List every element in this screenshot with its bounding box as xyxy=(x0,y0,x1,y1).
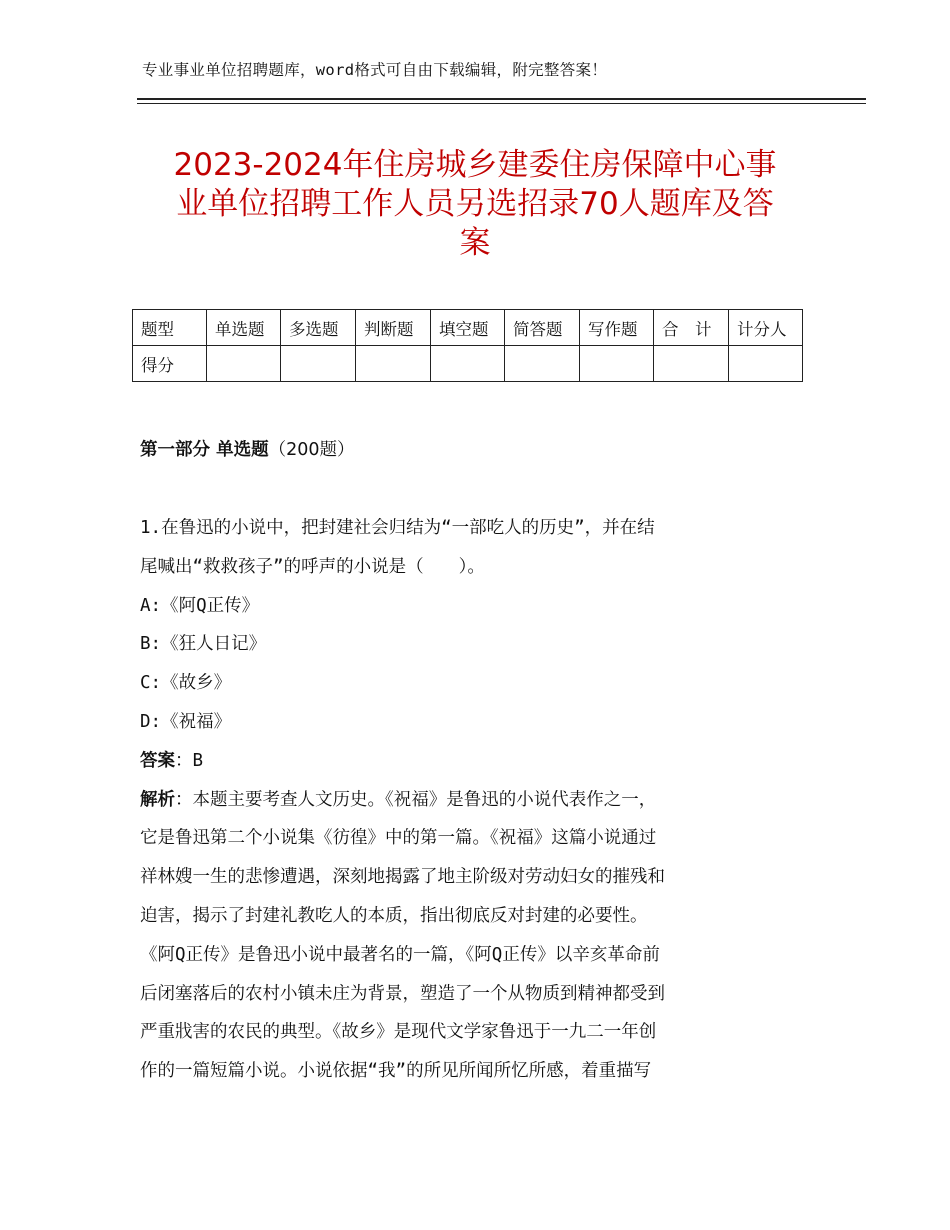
score-table-score-row xyxy=(133,346,803,382)
option-b: B:《狂人日记》 xyxy=(140,634,267,655)
score-cell xyxy=(431,346,505,382)
score-table-header-cell: 判断题 xyxy=(356,310,431,346)
score-table-header-cell: 多选题 xyxy=(281,310,356,346)
question-stem-line: 尾喊出“救救孩子”的呼声的小说是（ ）。 xyxy=(140,556,485,577)
title-line-2: 业单位招聘工作人员另选招录70人题库及答 xyxy=(176,186,774,222)
analysis-line: 祥林嫂一生的悲惨遭遇，深刻地揭露了地主阶级对劳动妇女的摧残和 xyxy=(140,867,665,888)
analysis-text: ：本题主要考查人文历史。《祝福》是鲁迅的小说代表作之一， xyxy=(175,789,657,810)
section-count: （200题） xyxy=(268,440,355,460)
answer-line xyxy=(140,742,820,781)
score-cell xyxy=(281,346,356,382)
option-a: A:《阿Q正传》 xyxy=(140,595,260,616)
score-table-header-cell: 填空题 xyxy=(431,310,505,346)
title-line-1: 2023-2024年住房城乡建委住房保障中心事 xyxy=(173,147,777,183)
score-table-header-cell: 简答题 xyxy=(505,310,580,346)
question-stem-line: 1.在鲁迅的小说中，把封建社会归结为“一部吃人的历史”，并在结 xyxy=(140,518,655,538)
analysis-label: 解析 xyxy=(140,789,175,810)
score-cell xyxy=(729,346,803,382)
score-cell xyxy=(356,346,431,382)
score-table xyxy=(132,309,803,382)
analysis-line: 后闭塞落后的农村小镇未庄为背景，塑造了一个从物质到精神都受到 xyxy=(140,983,665,1004)
header-rule-thick xyxy=(137,98,866,100)
analysis-line: 作的一篇短篇小说。小说依据“我”的所见所闻所忆所感，着重描写 xyxy=(140,1061,652,1082)
score-table-header-cell: 单选题 xyxy=(207,310,281,346)
analysis-line: 迫害，揭示了封建礼教吃人的本质，指出彻底反对封建的必要性。 xyxy=(140,905,648,926)
section-heading xyxy=(140,436,355,461)
score-table-header-cell: 合 计 xyxy=(654,310,729,346)
analysis-line: 《阿Q正传》是鲁迅小说中最著名的一篇，《阿Q正传》以辛亥革命前 xyxy=(140,944,660,965)
analysis-line: 它是鲁迅第二个小说集《彷徨》中的第一篇。《祝福》这篇小说通过 xyxy=(140,828,657,849)
document-title xyxy=(90,146,860,263)
score-row-label: 得分 xyxy=(133,346,207,382)
header-note: 专业事业单位招聘题库，word格式可自由下载编辑，附完整答案！ xyxy=(142,61,608,79)
header-rule-thin xyxy=(137,103,866,104)
analysis-line: 严重戕害的农民的典型。《故乡》是现代文学家鲁迅于一九二一年创 xyxy=(140,1022,657,1043)
option-d: D:《祝福》 xyxy=(140,711,232,732)
analysis-line xyxy=(140,781,820,820)
section-part: 第一部分 xyxy=(140,440,210,460)
option-c: C:《故乡》 xyxy=(140,673,232,694)
score-cell xyxy=(505,346,580,382)
score-table-header-cell: 写作题 xyxy=(580,310,654,346)
score-cell xyxy=(207,346,281,382)
section-type: 单选题 xyxy=(216,440,269,460)
title-line-3: 案 xyxy=(459,225,491,261)
answer-value: ：B xyxy=(175,750,204,771)
score-table-header-row xyxy=(133,310,803,346)
score-table-header-cell: 题型 xyxy=(133,310,207,346)
score-cell xyxy=(654,346,729,382)
score-table-header-cell: 计分人 xyxy=(729,310,803,346)
score-cell xyxy=(580,346,654,382)
question-block xyxy=(140,509,820,1091)
answer-label: 答案 xyxy=(140,750,175,771)
